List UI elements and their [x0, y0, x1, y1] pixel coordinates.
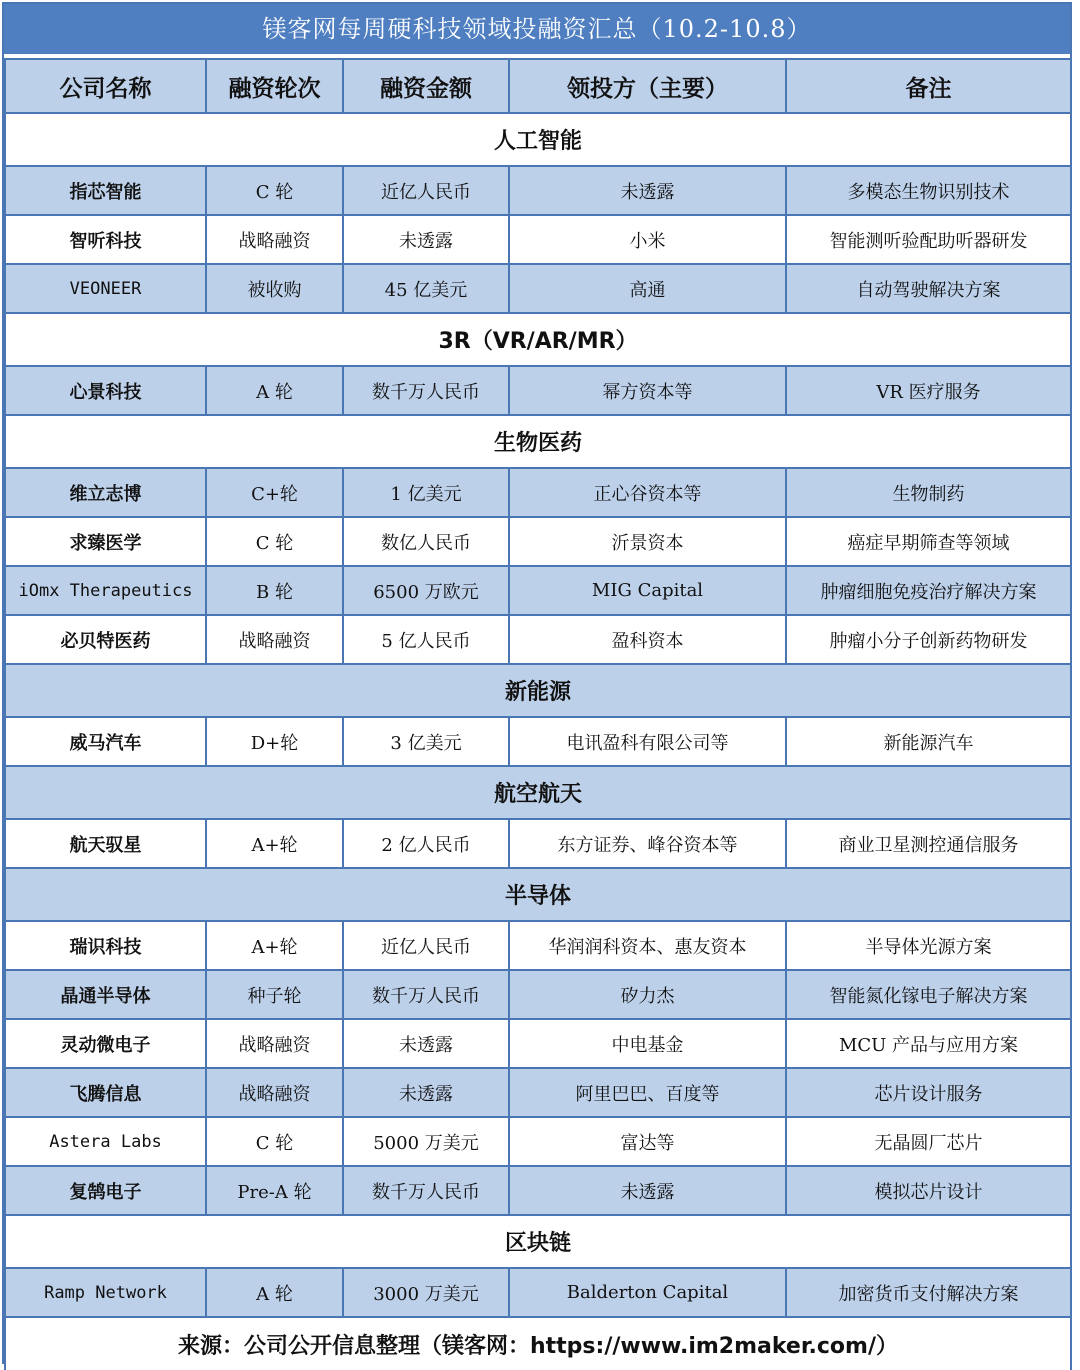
table-row — [5, 819, 1071, 868]
cell-amount: 数千万人民币 — [343, 366, 509, 415]
section-row — [5, 313, 1071, 366]
cell-note: 癌症早期筛查等领域 — [786, 517, 1071, 566]
cell-round: A 轮 — [206, 366, 343, 415]
cell-company: 威马汽车 — [5, 717, 206, 766]
cell-round: 战略融资 — [206, 215, 343, 264]
cell-note: 生物制药 — [786, 468, 1071, 517]
cell-investor: 未透露 — [509, 166, 786, 215]
section-row — [5, 113, 1071, 166]
page-title: 镁客网每周硬科技领域投融资汇总（10.2-10.8） — [4, 4, 1070, 54]
cell-amount: 未透露 — [343, 215, 509, 264]
cell-investor: 正心谷资本等 — [509, 468, 786, 517]
table-row — [5, 615, 1071, 664]
column-header-investor: 领投方（主要） — [509, 59, 786, 113]
cell-note: 半导体光源方案 — [786, 921, 1071, 970]
cell-amount: 5000 万美元 — [343, 1117, 509, 1166]
table-row — [5, 1268, 1071, 1317]
cell-investor: 高通 — [509, 264, 786, 313]
section-title: 人工智能 — [5, 113, 1071, 166]
cell-note: 模拟芯片设计 — [786, 1166, 1071, 1215]
cell-note: 肿瘤小分子创新药物研发 — [786, 615, 1071, 664]
cell-note: 智能测听验配助听器研发 — [786, 215, 1071, 264]
cell-investor: 富达等 — [509, 1117, 786, 1166]
cell-note: 加密货币支付解决方案 — [786, 1268, 1071, 1317]
section-row — [5, 415, 1071, 468]
cell-company: 心景科技 — [5, 366, 206, 415]
table-row — [5, 970, 1071, 1019]
cell-investor: 东方证券、峰谷资本等 — [509, 819, 786, 868]
section-title: 航空航天 — [5, 766, 1071, 819]
table-row — [5, 1019, 1071, 1068]
cell-company: 维立志博 — [5, 468, 206, 517]
cell-note: VR 医疗服务 — [786, 366, 1071, 415]
cell-round: A+轮 — [206, 819, 343, 868]
cell-investor: 小米 — [509, 215, 786, 264]
section-row — [5, 766, 1071, 819]
cell-round: 战略融资 — [206, 1068, 343, 1117]
table-row — [5, 921, 1071, 970]
footer-row — [5, 1317, 1071, 1370]
cell-note: 肿瘤细胞免疫治疗解决方案 — [786, 566, 1071, 615]
table-row — [5, 517, 1071, 566]
cell-amount: 未透露 — [343, 1019, 509, 1068]
cell-round: C+轮 — [206, 468, 343, 517]
table-row — [5, 468, 1071, 517]
cell-amount: 3000 万美元 — [343, 1268, 509, 1317]
cell-investor: 幂方资本等 — [509, 366, 786, 415]
cell-amount: 数千万人民币 — [343, 970, 509, 1019]
cell-investor: 沂景资本 — [509, 517, 786, 566]
cell-amount: 45 亿美元 — [343, 264, 509, 313]
cell-round: B 轮 — [206, 566, 343, 615]
cell-company: VEONEER — [5, 264, 206, 313]
section-title: 生物医药 — [5, 415, 1071, 468]
section-row — [5, 1215, 1071, 1268]
cell-amount: 近亿人民币 — [343, 166, 509, 215]
cell-note: 自动驾驶解决方案 — [786, 264, 1071, 313]
cell-company: 求臻医学 — [5, 517, 206, 566]
funding-table — [4, 58, 1072, 1370]
cell-round: C 轮 — [206, 1117, 343, 1166]
cell-round: C 轮 — [206, 166, 343, 215]
cell-amount: 1 亿美元 — [343, 468, 509, 517]
column-header-round: 融资轮次 — [206, 59, 343, 113]
column-header-amount: 融资金额 — [343, 59, 509, 113]
cell-round: D+轮 — [206, 717, 343, 766]
cell-amount: 近亿人民币 — [343, 921, 509, 970]
cell-amount: 2 亿人民币 — [343, 819, 509, 868]
cell-round: C 轮 — [206, 517, 343, 566]
cell-company: 飞腾信息 — [5, 1068, 206, 1117]
cell-company: 复鹄电子 — [5, 1166, 206, 1215]
table-header — [5, 59, 1071, 113]
cell-investor: 未透露 — [509, 1166, 786, 1215]
cell-company: 指芯智能 — [5, 166, 206, 215]
table-row — [5, 1117, 1071, 1166]
cell-amount: 未透露 — [343, 1068, 509, 1117]
cell-note: 智能氮化镓电子解决方案 — [786, 970, 1071, 1019]
table-row — [5, 264, 1071, 313]
cell-investor: Balderton Capital — [509, 1268, 786, 1317]
cell-company: 智听科技 — [5, 215, 206, 264]
section-title: 区块链 — [5, 1215, 1071, 1268]
table-row — [5, 215, 1071, 264]
cell-company: 灵动微电子 — [5, 1019, 206, 1068]
cell-note: MCU 产品与应用方案 — [786, 1019, 1071, 1068]
cell-investor: 阿里巴巴、百度等 — [509, 1068, 786, 1117]
table-row — [5, 1068, 1071, 1117]
section-row — [5, 664, 1071, 717]
cell-company: iOmx Therapeutics — [5, 566, 206, 615]
cell-investor: 中电基金 — [509, 1019, 786, 1068]
cell-amount: 5 亿人民币 — [343, 615, 509, 664]
cell-round: A+轮 — [206, 921, 343, 970]
section-title: 3R（VR/AR/MR） — [5, 313, 1071, 366]
cell-round: 被收购 — [206, 264, 343, 313]
table-row — [5, 566, 1071, 615]
cell-round: 战略融资 — [206, 1019, 343, 1068]
cell-note: 芯片设计服务 — [786, 1068, 1071, 1117]
cell-company: 必贝特医药 — [5, 615, 206, 664]
cell-round: 战略融资 — [206, 615, 343, 664]
column-header-note: 备注 — [786, 59, 1071, 113]
cell-amount: 3 亿美元 — [343, 717, 509, 766]
section-row — [5, 868, 1071, 921]
cell-investor: MIG Capital — [509, 566, 786, 615]
table-row — [5, 1166, 1071, 1215]
cell-company: 晶通半导体 — [5, 970, 206, 1019]
cell-note: 多模态生物识别技术 — [786, 166, 1071, 215]
cell-amount: 数亿人民币 — [343, 517, 509, 566]
cell-round: A 轮 — [206, 1268, 343, 1317]
table-row — [5, 166, 1071, 215]
cell-company: Astera Labs — [5, 1117, 206, 1166]
cell-note: 新能源汽车 — [786, 717, 1071, 766]
cell-company: 航天驭星 — [5, 819, 206, 868]
cell-round: 种子轮 — [206, 970, 343, 1019]
section-title: 半导体 — [5, 868, 1071, 921]
cell-investor: 矽力杰 — [509, 970, 786, 1019]
section-title: 新能源 — [5, 664, 1071, 717]
cell-company: 瑞识科技 — [5, 921, 206, 970]
cell-note: 商业卫星测控通信服务 — [786, 819, 1071, 868]
cell-round: Pre-A 轮 — [206, 1166, 343, 1215]
cell-investor: 盈科资本 — [509, 615, 786, 664]
table-row — [5, 717, 1071, 766]
cell-investor: 电讯盈科有限公司等 — [509, 717, 786, 766]
cell-amount: 数千万人民币 — [343, 1166, 509, 1215]
cell-investor: 华润润科资本、惠友资本 — [509, 921, 786, 970]
column-header-company: 公司名称 — [5, 59, 206, 113]
cell-amount: 6500 万欧元 — [343, 566, 509, 615]
cell-note: 无晶圆厂芯片 — [786, 1117, 1071, 1166]
table-row — [5, 366, 1071, 415]
source-note: 来源：公司公开信息整理（镁客网：https://www.im2maker.com/） — [5, 1317, 1071, 1370]
cell-company: Ramp Network — [5, 1268, 206, 1317]
